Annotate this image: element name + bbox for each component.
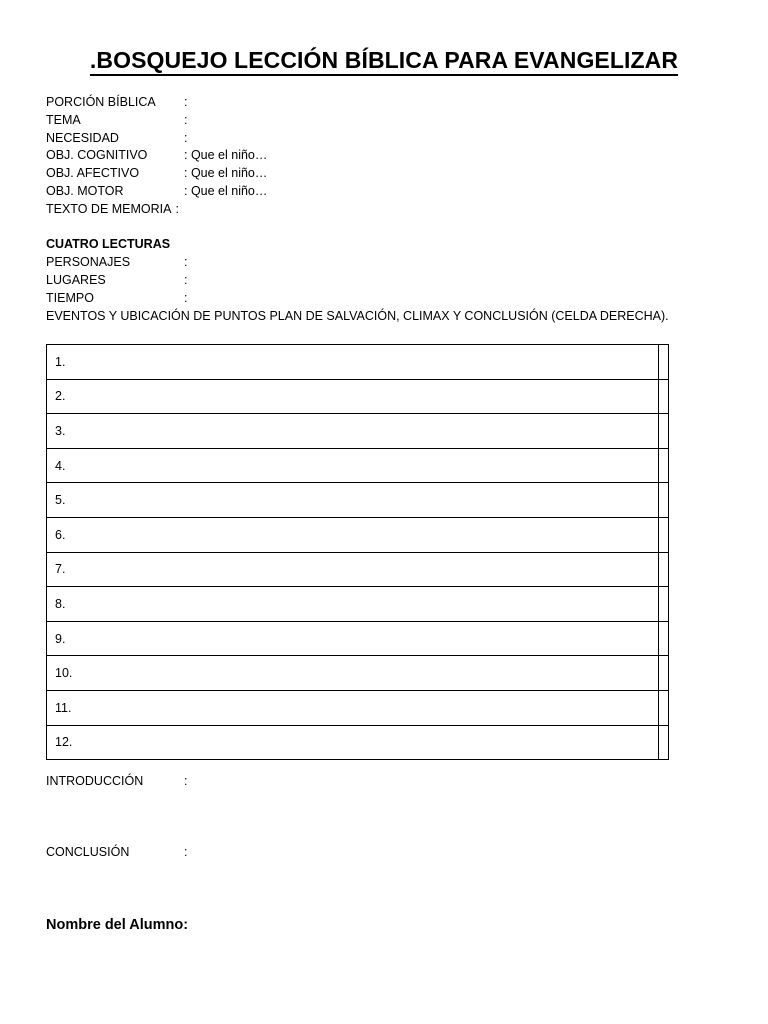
table-row — [47, 725, 669, 760]
table-row — [47, 483, 669, 518]
field-value: : — [184, 95, 188, 109]
introduction-label: INTRODUCCIÓN — [46, 774, 144, 788]
field-row-tema — [46, 112, 669, 130]
table-row — [47, 345, 669, 380]
field-row-porcion — [46, 94, 669, 112]
field-row-obj-motor — [46, 183, 669, 201]
table-row — [47, 448, 669, 483]
event-side-cell[interactable] — [659, 552, 669, 587]
field-value: : Que el niño… — [184, 166, 268, 181]
reading-row-lugares — [46, 272, 669, 290]
field-label: OBJ. MOTOR — [46, 183, 124, 198]
reading-value: : — [184, 290, 188, 305]
reading-value: : — [184, 255, 188, 270]
field-value: : — [175, 201, 179, 216]
event-cell[interactable]: 7. — [47, 552, 659, 587]
field-value: : Que el niño… — [184, 183, 268, 198]
table-row — [47, 656, 669, 691]
field-label: PORCIÓN BÍBLICA — [46, 95, 156, 109]
event-side-cell[interactable] — [659, 656, 669, 691]
introduction-row — [46, 774, 187, 788]
reading-value: : — [184, 272, 188, 287]
event-side-cell[interactable] — [659, 345, 669, 380]
event-cell[interactable]: 2. — [47, 379, 659, 414]
conclusion-value: : — [184, 845, 188, 859]
field-value: : — [184, 130, 188, 145]
field-label: OBJ. AFECTIVO — [46, 166, 140, 181]
table-row — [47, 587, 669, 622]
student-name-label: Nombre del Alumno: — [46, 917, 189, 933]
table-row — [47, 379, 669, 414]
event-cell[interactable]: 1. — [47, 345, 659, 380]
table-row — [47, 517, 669, 552]
field-row-obj-afectivo — [46, 165, 669, 183]
field-row-obj-cognitivo — [46, 147, 669, 165]
events-note: EVENTOS Y UBICACIÓN DE PUNTOS PLAN DE SALVACIÓN, CLIMAX Y CONCLUSIÓN (CELDA DERECHA). — [46, 308, 669, 323]
event-side-cell[interactable] — [659, 621, 669, 656]
field-value: : Que el niño… — [184, 148, 268, 163]
field-label: TEXTO DE MEMORIA — [46, 201, 172, 216]
event-side-cell[interactable] — [659, 483, 669, 518]
field-row-texto-memoria — [46, 201, 669, 219]
event-cell[interactable]: 5. — [47, 483, 659, 518]
field-label: TEMA — [46, 112, 81, 127]
event-cell[interactable]: 12. — [47, 725, 659, 760]
event-side-cell[interactable] — [659, 448, 669, 483]
event-cell[interactable]: 10. — [47, 656, 659, 691]
events-table — [46, 344, 669, 760]
event-cell[interactable]: 3. — [47, 414, 659, 449]
event-cell[interactable]: 9. — [47, 621, 659, 656]
field-value: : — [184, 112, 188, 127]
conclusion-label: CONCLUSIÓN — [46, 845, 130, 859]
readings-heading: CUATRO LECTURAS — [46, 237, 171, 252]
event-side-cell[interactable] — [659, 690, 669, 725]
reading-label: PERSONAJES — [46, 255, 131, 270]
conclusion-row — [46, 845, 187, 859]
event-cell[interactable]: 8. — [47, 587, 659, 622]
lesson-fields — [46, 94, 669, 325]
page-title — [0, 44, 768, 76]
field-label: NECESIDAD — [46, 130, 119, 145]
reading-row-personajes — [46, 254, 669, 272]
spacer — [46, 219, 669, 237]
event-side-cell[interactable] — [659, 379, 669, 414]
event-side-cell[interactable] — [659, 725, 669, 760]
page-title-text: .BOSQUEJO LECCIÓN BÍBLICA PARA EVANGELIZAR — [90, 46, 678, 76]
table-row — [47, 552, 669, 587]
event-side-cell[interactable] — [659, 587, 669, 622]
reading-label: LUGARES — [46, 272, 106, 287]
table-row — [47, 690, 669, 725]
event-side-cell[interactable] — [659, 517, 669, 552]
event-cell[interactable]: 4. — [47, 448, 659, 483]
event-cell[interactable]: 6. — [47, 517, 659, 552]
reading-row-tiempo — [46, 290, 669, 308]
event-cell[interactable]: 11. — [47, 690, 659, 725]
field-label: OBJ. COGNITIVO — [46, 148, 148, 163]
event-side-cell[interactable] — [659, 414, 669, 449]
table-row — [47, 621, 669, 656]
reading-label: TIEMPO — [46, 290, 94, 305]
introduction-value: : — [184, 774, 188, 788]
field-row-necesidad — [46, 130, 669, 148]
table-row — [47, 414, 669, 449]
